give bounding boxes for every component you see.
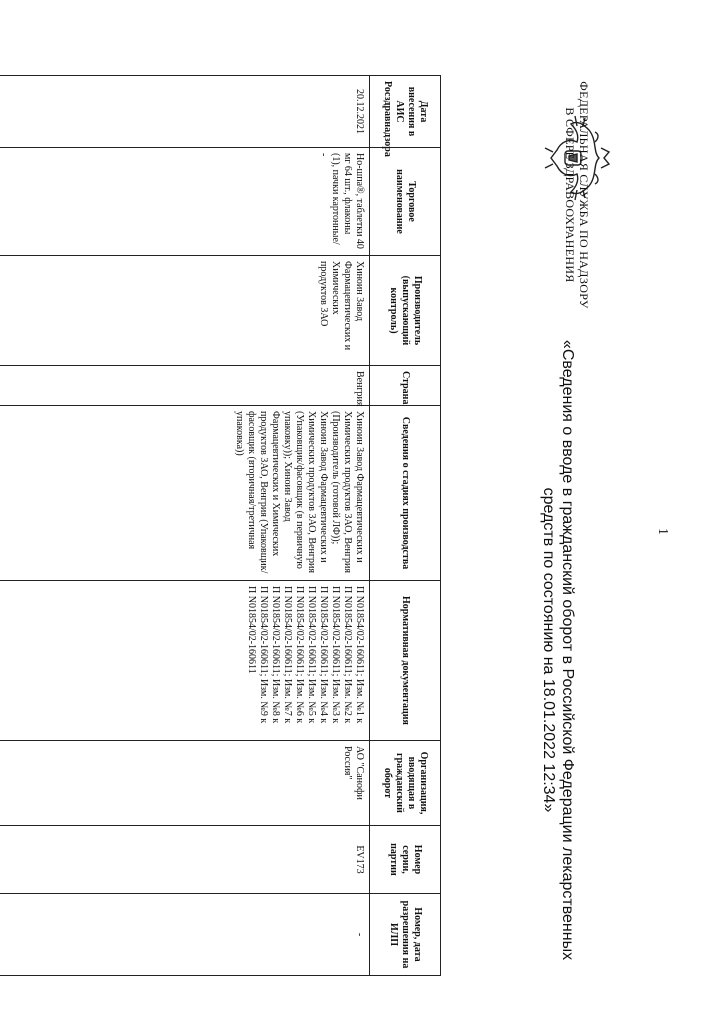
agency-name-line: В СФЕРЕ ЗДРАВООХРАНЕНИЯ [563, 107, 577, 283]
doc-line: П N01854/02-160611 [246, 586, 257, 674]
agency-name-line: ФЕДЕРАЛЬНАЯ СЛУЖБА ПО НАДЗОРУ [577, 81, 591, 309]
cell-batch: EV173 [0, 826, 370, 894]
cell-docs [0, 581, 370, 741]
doc-line: П N01854/02-160611; Изм. №7 к [282, 586, 293, 724]
doc-line: П N01854/02-160611; Изм. №6 к [294, 586, 305, 724]
column-header: Номер, дата разрешения на ИЛП [370, 894, 441, 976]
doc-line: П N01854/02-160611; Изм. №9 к [258, 586, 269, 724]
doc-line: П N01854/02-160611; Изм. №2 к [342, 586, 353, 724]
cell-trade-name: Но-шпа®, таблетки 40 мг 64 шт., флаконы (1), пачки картонные/ - [0, 148, 370, 256]
column-header: Организация, вводящая в гражданский оборот [370, 741, 441, 826]
cell-manufacturer: Хиноин Завод Фармацевтических и Химических продуктов ЗАО [0, 256, 370, 366]
doc-line: П N01854/02-160611; Изм. №4 к [318, 586, 329, 724]
cell-organization: АО "Санофи Россия" [0, 741, 370, 826]
doc-line: П N01854/02-160611; Изм. №8 к [270, 586, 281, 724]
column-header: Дата внесения в АИС Росздравнадзора [370, 76, 441, 148]
doc-line: П N01854/02-160611; Изм. №3 к [330, 586, 341, 724]
cell-country: Венгрия [0, 366, 370, 406]
column-header: Производитель (выпускающий контроль) [370, 256, 441, 366]
drug-circulation-table [0, 75, 441, 976]
column-header: Торговое наименование [370, 148, 441, 256]
table-row [0, 76, 370, 976]
column-header: Нормативная документация [370, 581, 441, 741]
document-title [539, 330, 577, 970]
agency-name [563, 70, 591, 320]
cell-date: 20.12.2021 [0, 76, 370, 148]
cell-stages: Хиноин Завод Фармацевтических и Химических продуктов ЗАО, Венгрия (Производитель (готовой ЛФ)); Хиноин Завод Фармацевтических и Химических продуктов ЗАО, Венгрия (Упаковщик/фасовщик (в первичную упаковку)); Хиноин Завод Фармацевтических и Химических продуктов ЗАО, Венгрия (Упаковщик/фасовщик (вторичная/третичная упаковка)) [0, 406, 370, 581]
title-line: «Сведения о вводе в гражданский оборот в Российской Федерации лекарственных [559, 339, 576, 961]
column-header: Номер серии, партии [370, 826, 441, 894]
column-header: Страна [370, 366, 441, 406]
title-line: средств по состоянию на 18.01.2022 12:34» [540, 487, 557, 813]
column-header: Сведения о стадиях производства [370, 406, 441, 581]
cell-permit: - [0, 894, 370, 976]
doc-line: П N01854/02-160611; Изм. №1 к [354, 586, 365, 724]
doc-line: П N01854/02-160611; Изм. №5 к [306, 586, 317, 724]
table-header-row [370, 76, 441, 976]
page-number: 1 [655, 528, 670, 535]
